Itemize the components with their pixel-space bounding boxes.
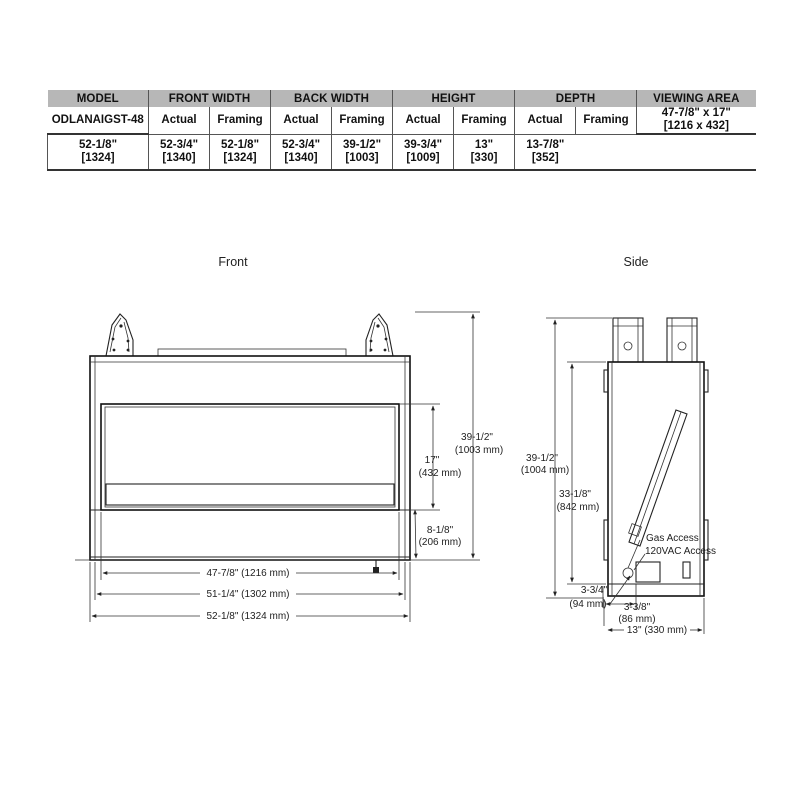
gas-access-box [636,562,660,582]
view-width-label: 47-7/8" (1216 mm) [206,568,290,579]
bottom-offset-label-b: (94 mm) [569,599,607,610]
electrical-access-box [683,562,690,578]
body-height-label-b: (842 mm) [556,502,600,513]
subheader-cell: Framing [332,107,393,134]
side-title: Side [623,255,649,269]
value-metric: [1324] [223,151,257,164]
inner-width-label: 51-1/4" (1302 mm) [206,589,290,600]
base-height-label-b: (206 mm) [418,537,462,548]
body-height-label-a: 33-1/8" [559,489,591,500]
header-model: MODEL [48,90,149,107]
header-viewing-area: VIEWING AREA [637,90,756,107]
subheader-cell: Actual [393,107,454,134]
subheader-cell: Actual [515,107,576,134]
subheader-cell: Framing [454,107,515,134]
front-title: Front [218,255,248,269]
header-depth: DEPTH [515,90,637,107]
burner-tray [106,484,394,505]
subheader-cell: Framing [210,107,271,134]
value-metric: [1324] [81,152,115,164]
view-height-label-b: (432 mm) [418,468,462,479]
value-imperial: 52-1/8" [78,139,118,151]
value-imperial: 39-3/4" [403,138,443,151]
top-bracket-right [366,314,393,356]
header-front-width: FRONT WIDTH [149,90,271,107]
subheader-cell: Framing [576,107,637,134]
subheader-cell: Actual [271,107,332,134]
glass-channel [629,410,687,546]
outer-width-label: 52-1/8" (1324 mm) [206,611,290,622]
side-height-label-a: 39-1/2" [526,453,558,464]
value-imperial: 52-1/8" [220,138,260,151]
access-offset-label-a: 3-3/8" [623,602,651,613]
depth-label: 13" (330 mm) [626,625,688,636]
side-height-label-b: (1004 mm) [520,465,570,476]
value-metric: [1003] [345,151,379,164]
value-imperial: 13" [474,138,494,151]
value-imperial: 52-3/4" [281,138,321,151]
view-height-label-a: 17" [424,455,440,466]
front-height-label-b: (1003 mm) [454,445,504,456]
vent-chimney-left [613,318,643,362]
access-offset-label-b: (86 mm) [618,614,656,625]
gas-access-label: Gas Access [646,533,699,544]
vent-chimney-right [667,318,697,362]
side-body [608,362,704,596]
model-cell: ODLANAIGST-48 [48,107,149,134]
viewing-area-imperial: 47-7/8" x 17" [661,107,731,119]
viewing-area-metric: [1216 x 432] [663,120,729,132]
front-height-label-a: 39-1/2" [461,432,493,443]
gas-access-port [623,568,633,578]
viewing-glass [101,404,399,510]
side-view [521,255,716,636]
subheader-cell: Actual [149,107,210,134]
front-view [75,255,503,622]
value-imperial: 13-7/8" [526,138,565,151]
front-body [90,356,410,560]
value-metric: [1340] [284,151,318,164]
electrical-access-label: 120VAC Access [645,546,716,557]
value-metric: [352] [531,151,559,164]
value-imperial: 39-1/2" [342,138,382,151]
value-metric: [1340] [162,151,196,164]
value-metric: [330] [470,151,498,164]
base-height-label-a: 8-1/8" [426,525,454,536]
bottom-offset-label-a: 3-3/4" [580,585,608,596]
top-bracket-left [106,314,133,356]
gas-valve-icon [373,560,379,573]
top-vent [158,349,346,356]
value-metric: [1009] [406,151,440,164]
header-back-width: BACK WIDTH [271,90,393,107]
header-height: HEIGHT [393,90,515,107]
value-imperial: 52-3/4" [159,138,199,151]
